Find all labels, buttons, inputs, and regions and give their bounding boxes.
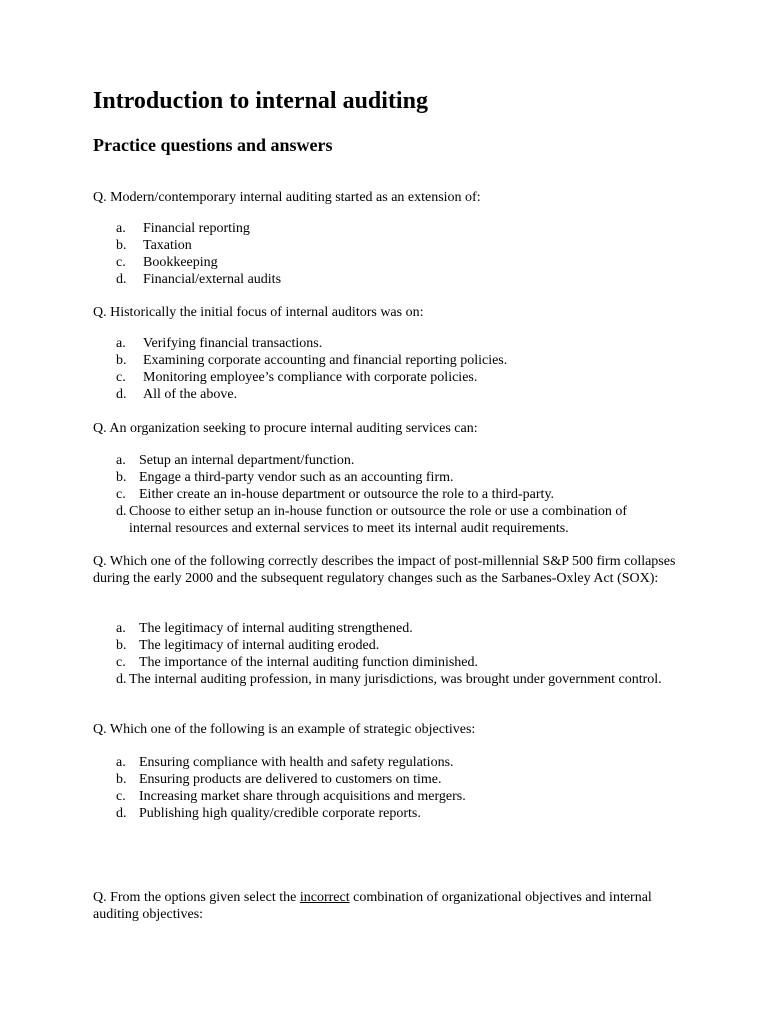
question-6: Q. From the options given select the incorrect combination of organizational objectives and internal auditing objectives: <box>93 890 652 922</box>
emphasis-incorrect: incorrect <box>299 890 350 905</box>
page-title: Introduction to internal auditing <box>93 88 428 114</box>
question-1: Q. Modern/contemporary internal auditing started as an extension of: <box>93 190 481 205</box>
question-2: Q. Historically the initial focus of internal auditors was on: <box>93 305 424 320</box>
page-subtitle: Practice questions and answers <box>93 135 333 155</box>
question-3: Q. An organization seeking to procure internal auditing services can: <box>93 421 478 436</box>
question-4: Q. Which one of the following correctly describes the impact of post-millennial S&P 500 firm collapses during the early 2000 and the subsequent regulatory changes such as the Sarbanes-Oxley Act (SOX): <box>93 554 676 586</box>
question-5: Q. Which one of the following is an example of strategic objectives: <box>93 722 476 737</box>
